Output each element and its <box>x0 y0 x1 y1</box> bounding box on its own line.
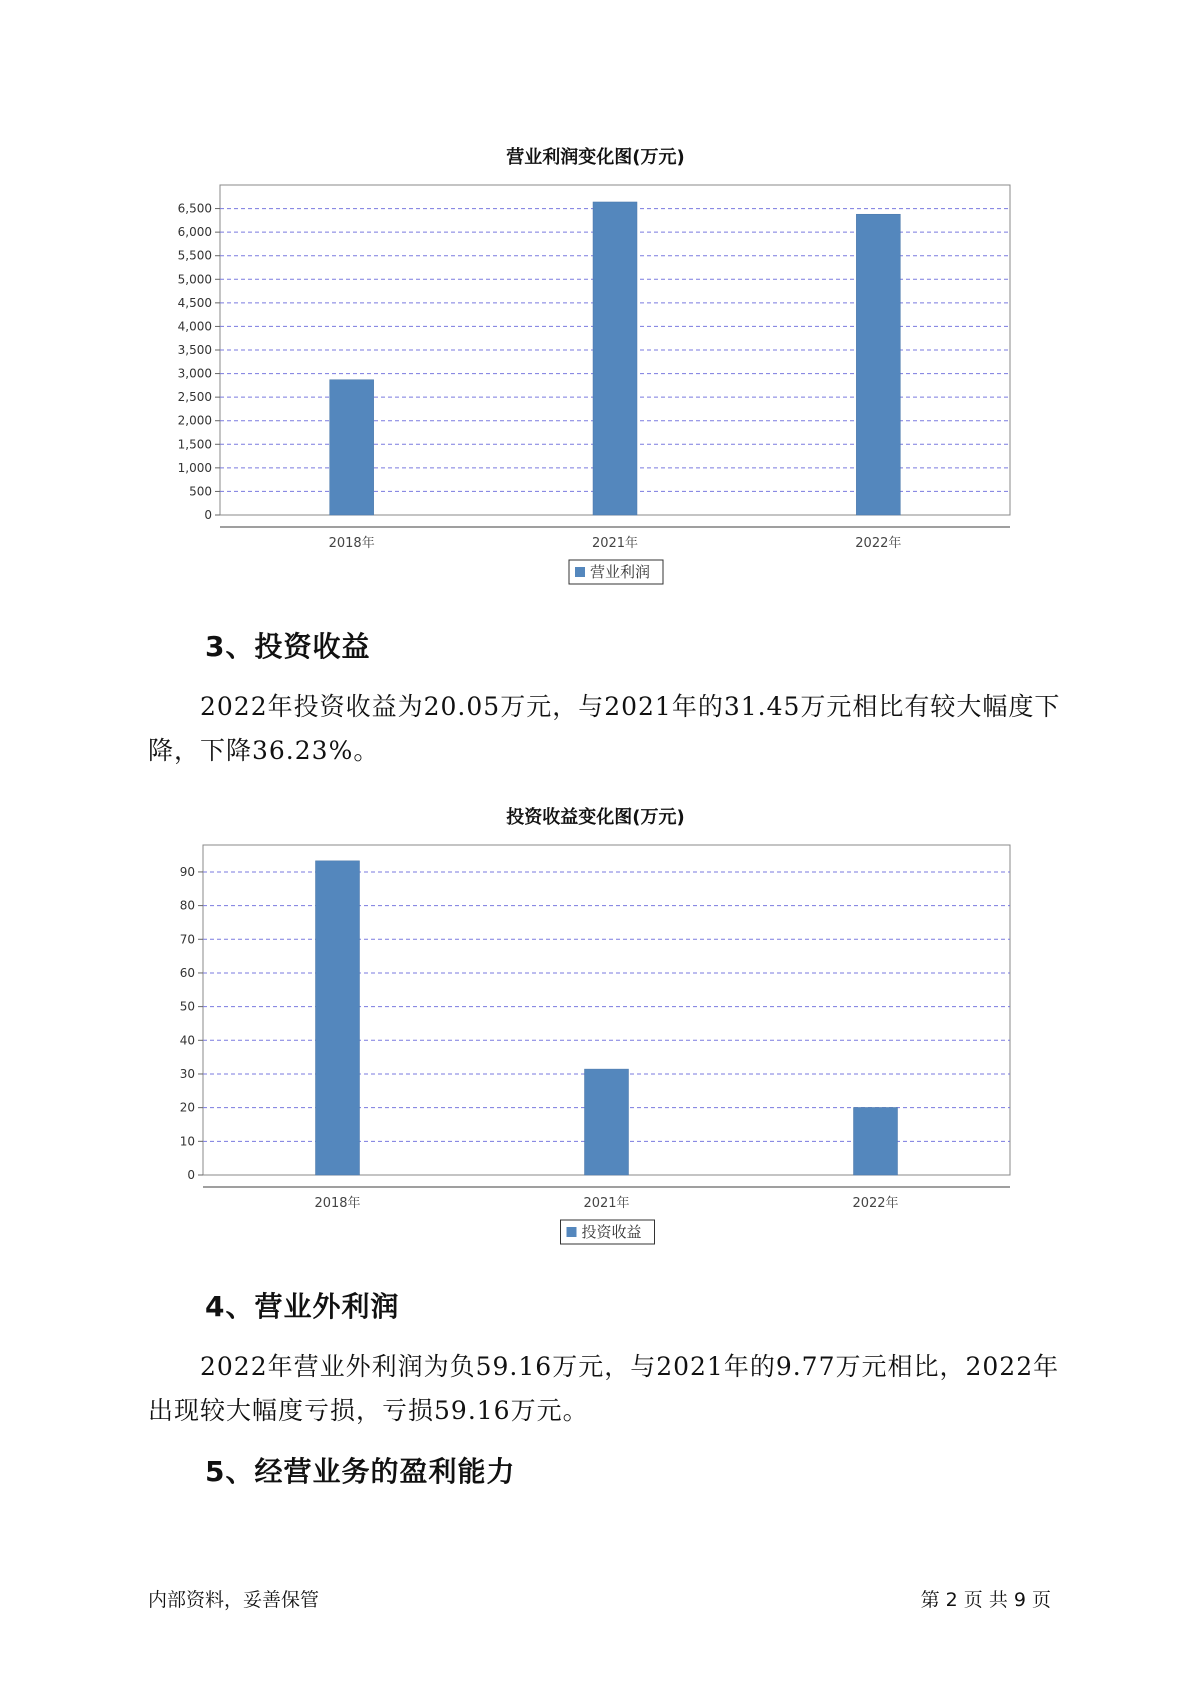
y-tick-label: 500 <box>189 484 212 499</box>
bar-2021年 <box>585 1069 629 1175</box>
y-tick-label: 3,000 <box>177 366 212 381</box>
x-tick-label: 2021年 <box>583 1196 630 1211</box>
y-tick-label: 4,000 <box>177 319 212 334</box>
operating-profit-chart <box>0 170 1191 590</box>
section5-heading: 5、经营业务的盈利能力 <box>205 1455 516 1488</box>
y-tick-label: 4,500 <box>177 295 212 310</box>
bar-2022年 <box>854 1107 898 1175</box>
x-tick-label: 2018年 <box>328 536 375 551</box>
y-tick-label: 1,500 <box>177 437 212 452</box>
y-tick-label: 5,500 <box>177 248 212 263</box>
bar-2021年 <box>593 202 637 515</box>
y-tick-label: 5,000 <box>177 272 212 287</box>
chart2-title: 投资收益变化图(万元) <box>506 807 685 828</box>
bar-2022年 <box>856 214 900 515</box>
legend-swatch <box>575 567 585 577</box>
section4-text: 2022年营业外利润为负59.16万元，与2021年的9.77万元相比，2022年出现较大幅度亏损，亏损59.16万元。 <box>148 1352 1060 1425</box>
y-tick-label: 3,500 <box>177 343 212 357</box>
y-tick-label: 80 <box>179 898 195 913</box>
section4-paragraph <box>148 1345 1068 1433</box>
y-tick-label: 6,500 <box>177 201 212 216</box>
y-tick-label: 70 <box>179 932 195 947</box>
y-tick-label: 30 <box>179 1066 195 1081</box>
y-tick-label: 0 <box>204 508 212 522</box>
x-tick-label: 2022年 <box>852 1196 899 1211</box>
bar-2018年 <box>330 380 374 515</box>
section3-heading: 3、投资收益 <box>205 630 371 663</box>
y-tick-label: 40 <box>179 1033 195 1048</box>
y-tick-label: 1,000 <box>177 460 212 475</box>
section4-heading: 4、营业外利润 <box>205 1290 400 1323</box>
legend-label: 投资收益 <box>581 1223 642 1241</box>
y-tick-label: 50 <box>179 999 195 1014</box>
section3-text: 2022年投资收益为20.05万元，与2021年的31.45万元相比有较大幅度下降，下降36.23%。 <box>148 692 1061 765</box>
section3-paragraph <box>148 685 1068 773</box>
bar-2018年 <box>316 861 360 1175</box>
y-tick-label: 2,000 <box>177 413 212 428</box>
y-tick-label: 0 <box>187 1168 195 1182</box>
legend-label: 营业利润 <box>590 563 651 581</box>
legend-swatch <box>567 1227 577 1237</box>
investment-income-chart <box>0 830 1191 1250</box>
footer-page-number: 第 2 页 共 9 页 <box>920 1589 1051 1611</box>
y-tick-label: 60 <box>179 965 195 980</box>
x-tick-label: 2022年 <box>855 536 902 551</box>
y-tick-label: 90 <box>179 864 195 879</box>
y-tick-label: 20 <box>179 1100 195 1115</box>
x-tick-label: 2021年 <box>591 536 639 551</box>
y-tick-label: 10 <box>179 1134 195 1149</box>
y-tick-label: 2,500 <box>177 390 212 405</box>
y-tick-label: 6,000 <box>177 225 212 240</box>
x-tick-label: 2018年 <box>314 1196 361 1211</box>
footer-confidential: 内部资料，妥善保管 <box>148 1589 320 1611</box>
chart1-title: 营业利润变化图(万元) <box>506 147 685 168</box>
